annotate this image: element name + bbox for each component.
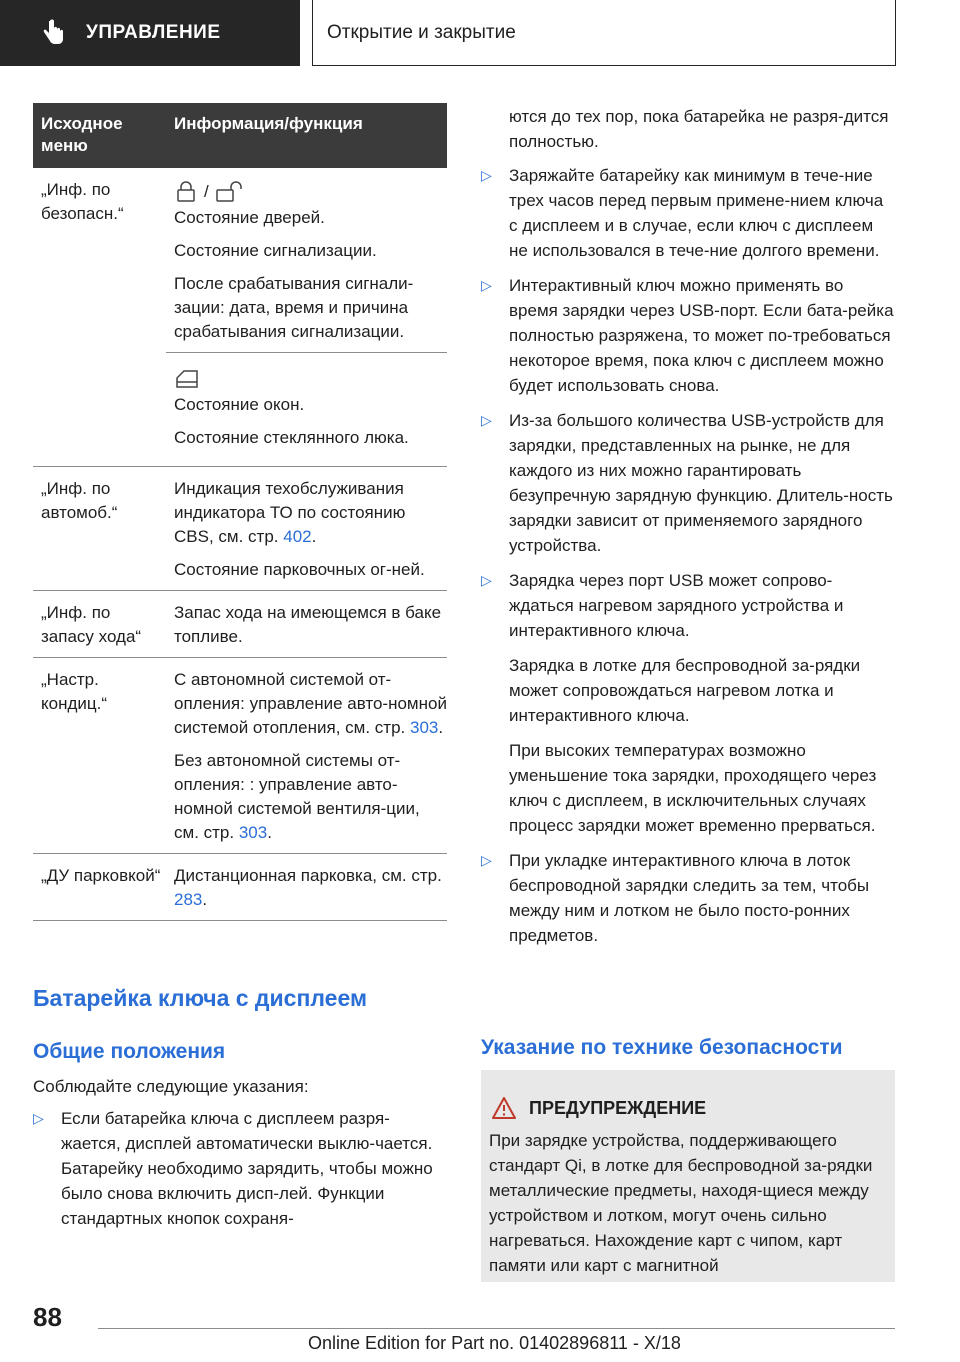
- hand-pointer-icon: [42, 19, 64, 47]
- list-item: ▷ При укладке интерактивного ключа в лоток беспроводной зарядки следить за тем, чтобы между ним и лотком не было посто-ронних предметов.: [481, 848, 895, 948]
- table-header: [33, 103, 447, 168]
- page-link[interactable]: 303: [409, 718, 439, 737]
- list-item: ▷ Из-за большого количества USB-устройств для зарядки, представленных на рынке, не для каждого из них можно гарантировать безупречную зарядную функцию. Длитель-ность зарядки зависит от применяемого зарядного устройства.: [481, 408, 895, 558]
- page-link[interactable]: 283: [174, 890, 203, 909]
- warning-triangle-icon: [491, 1096, 517, 1120]
- info-line: Дистанционная парковка, см. стр. 283.: [174, 866, 442, 909]
- page-number: 88: [33, 1302, 62, 1332]
- page-link[interactable]: 402: [283, 527, 312, 546]
- info-line: Без автономной системы от-опления: : управление авто-номной системой вентиля-ции, см. стр. 303.: [174, 751, 420, 842]
- row-menu: „ДУ парковкой“: [41, 866, 161, 885]
- row-info: [166, 854, 447, 920]
- chapter-label: Открытие и закрытие: [327, 21, 516, 43]
- subsection-heading: Общие положения: [33, 1040, 226, 1063]
- info-line: Состояние дверей.: [174, 208, 325, 227]
- warning-box: [481, 1070, 895, 1282]
- warning-title-text: ПРЕДУПРЕЖДЕНИЕ: [529, 1097, 707, 1118]
- list-item: [481, 568, 895, 838]
- footer-edition: Online Edition for Part no. 01402896811 - X/18: [308, 1333, 681, 1353]
- section-tab: [0, 0, 300, 66]
- intro-text: Соблюдайте следующие указания:: [33, 1077, 309, 1096]
- info-line: Состояние окон.: [174, 395, 305, 414]
- table-header-info: Информация/функция: [174, 114, 363, 133]
- row-menu: „Инф. по безопасн.“: [41, 180, 124, 223]
- footer-divider: [98, 1328, 895, 1329]
- section-heading: Батарейка ключа с дисплеем: [33, 985, 367, 1011]
- info-line: Запас хода на имеющемся в баке топливе.: [174, 603, 442, 646]
- table-row: [33, 591, 447, 658]
- row-info: [166, 168, 447, 466]
- list-item: ▷ Интерактивный ключ можно применять во время зарядки через USB-порт. Если бата-рейка полностью разряжена, то может по-требоваться некоторое время, пока ключ с дисплеем можно будет использовать снова.: [481, 273, 895, 398]
- table-row: [33, 658, 447, 854]
- row-info: [166, 591, 447, 657]
- car-window-icon: [174, 368, 200, 390]
- row-menu: „Инф. по запасу хода“: [41, 603, 142, 646]
- table-row: [33, 854, 447, 921]
- subsection-heading: Указание по технике безопасности: [481, 1036, 843, 1059]
- warning-title: [491, 1096, 887, 1120]
- row-info: [166, 467, 447, 590]
- continued-text: ются до тех пор, пока батарейка не разря-дится полностью.: [509, 107, 889, 151]
- row-menu: „Инф. по автомоб.“: [41, 479, 118, 522]
- info-line: Состояние сигнализации.: [174, 241, 377, 260]
- list-item-continuation: При высоких температурах возможно уменьшение тока зарядки, проходящего через ключ с дисплеем, в исключительных случаях процесс зарядки может временно прерваться.: [509, 741, 877, 835]
- info-line: Состояние парковочных ог-ней.: [174, 560, 425, 579]
- list-item-continuation: Зарядка в лотке для беспроводной за-рядки может сопровождаться нагревом лотка и интерактивного ключа.: [509, 656, 861, 725]
- table-header-menu: Исходное меню: [41, 114, 123, 155]
- menu-info-table: [33, 103, 447, 921]
- icon-separator: /: [204, 182, 209, 201]
- table-row: [33, 168, 447, 467]
- row-menu: „Настр. кондиц.“: [41, 670, 108, 713]
- lock-icons: [174, 178, 447, 206]
- lock-open-icon: [215, 181, 243, 203]
- info-line: Индикация техобслуживания индикатора ТО по состоянию CBS, см. стр. 402.: [174, 479, 406, 546]
- list-item: ▷ Если батарейка ключа с дисплеем разря-жается, дисплей автоматически выклю-чается. Батарейку необходимо зарядить, чтобы можно было снова включить дисп-лей. Функции стандартных кнопок сохраня-: [33, 1106, 447, 1231]
- lock-closed-icon: [174, 181, 198, 203]
- row-subblock: [166, 352, 447, 458]
- bullet-list: [33, 1106, 447, 1241]
- section-title: УПРАВЛЕНИЕ: [86, 22, 221, 43]
- row-info: [166, 658, 447, 853]
- table-row: [33, 467, 447, 591]
- row-subblock: [174, 178, 447, 352]
- bullet-list: [481, 163, 895, 958]
- info-line: Состояние стеклянного люка.: [174, 428, 409, 447]
- page-link[interactable]: 303: [238, 823, 268, 842]
- info-line: С автономной системой от-опления: управление авто-номной системой отопления, см. стр. 303.: [174, 670, 447, 737]
- list-item-text: ▷ Зарядка через порт USB может сопрово-ждаться нагревом зарядного устройства и интерактивного ключа.: [509, 571, 844, 640]
- info-line: После срабатывания сигнали-зации: дата, время и причина срабатывания сигнализации.: [174, 274, 414, 341]
- warning-text: При зарядке устройства, поддерживающего стандарт Qi, в лотке для беспроводной за-рядки металлические предметы, находя-щиеся между устройством и лотком, могут очень сильно нагреваться. Нахождение карт с чипом, карт памяти или карт с магнитной: [489, 1131, 873, 1275]
- chapter-title: [312, 0, 896, 66]
- list-item: ▷ Заряжайте батарейку как минимум в тече-ние трех часов перед первым примене-нием ключа с дисплеем и в случае, если ключ с дисплеем не использовался в тече-ние долгого времени.: [481, 163, 895, 263]
- window-icon-row: [174, 365, 447, 393]
